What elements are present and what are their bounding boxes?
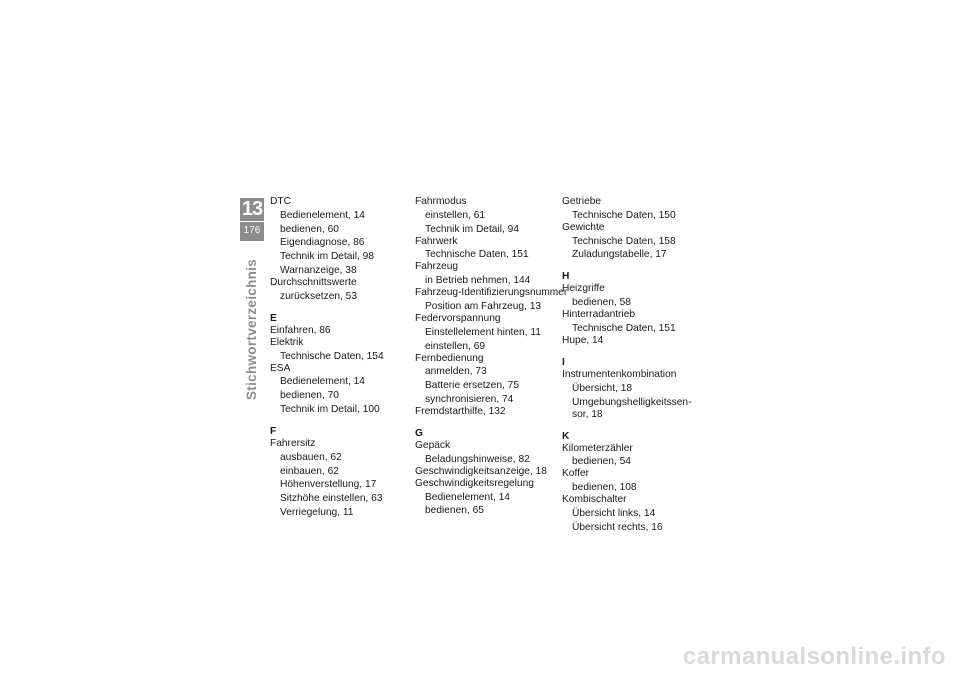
index-subentry: Technische Daten, 150 — [572, 209, 676, 221]
page-number: 176 — [243, 225, 261, 236]
index-subentry: sor, 18 — [572, 408, 603, 420]
index-subentry: einbauen, 62 — [280, 465, 339, 477]
index-subentry: Umgebungshelligkeitssen- — [572, 396, 692, 408]
index-entry — [270, 438, 410, 519]
index-column-1 — [270, 196, 410, 519]
index-term: Durchschnittswerte — [270, 276, 357, 288]
index-entry — [270, 277, 410, 303]
index-term: Instrumentenkombination — [562, 368, 677, 380]
watermark: carmanualsonline.info — [682, 643, 946, 670]
index-subentry: Bedienelement, 14 — [425, 491, 510, 503]
index-term: Kombischalter — [562, 494, 627, 506]
index-term: Fahrersitz — [270, 437, 316, 449]
index-subentry: Bedienelement, 14 — [280, 209, 365, 221]
index-entry — [415, 261, 557, 287]
index-entry — [415, 466, 557, 478]
index-entry — [415, 236, 557, 262]
index-subentry: Verriegelung, 11 — [280, 506, 354, 518]
index-term: ESA — [270, 362, 291, 374]
index-entry — [270, 196, 410, 277]
index-subentry: Batterie ersetzen, 75 — [425, 380, 520, 392]
index-subentry: bedienen, 58 — [572, 297, 631, 309]
index-entry — [415, 440, 557, 466]
index-entry — [562, 222, 702, 262]
index-term: Gewichte — [562, 221, 605, 233]
index-subentry: Einstellelement hinten, 11 — [425, 326, 541, 338]
index-subentry: Technik im Detail, 100 — [280, 403, 380, 415]
index-entry — [415, 196, 557, 236]
index-entry — [415, 353, 557, 406]
chapter-number: 13 — [241, 198, 263, 220]
index-entry — [270, 363, 410, 416]
index-entry — [270, 337, 410, 363]
index-subentry: Position am Fahrzeug, 13 — [425, 300, 542, 312]
index-subentry: ausbauen, 62 — [280, 451, 342, 463]
index-entry — [415, 478, 557, 518]
index-letter: I — [562, 356, 565, 368]
index-subentry: bedienen, 54 — [572, 456, 631, 468]
index-subentry: in Betrieb nehmen, 144 — [425, 275, 531, 287]
index-subentry: Bedienelement, 14 — [280, 376, 365, 388]
index-term: Koffer — [562, 468, 589, 480]
index-entry — [562, 283, 702, 309]
index-subentry: Beladungshinweise, 82 — [425, 453, 530, 465]
index-subentry: zurücksetzen, 53 — [280, 290, 358, 302]
index-entry — [415, 313, 557, 353]
index-subentry: Technik im Detail, 94 — [425, 223, 519, 235]
index-term: Einfahren, 86 — [270, 324, 331, 336]
chapter-divider — [240, 221, 264, 222]
index-letter: F — [270, 425, 277, 437]
index-subentry: Technische Daten, 151 — [425, 249, 529, 261]
index-subentry: Technik im Detail, 98 — [280, 251, 374, 263]
index-subentry: Zuladungstabelle, 17 — [572, 249, 667, 261]
index-entry — [415, 406, 557, 418]
index-entry — [562, 494, 702, 534]
index-entry — [562, 309, 702, 335]
index-subentry: Technische Daten, 158 — [572, 235, 676, 247]
index-term: Fahrzeug — [415, 261, 459, 273]
index-term: Fahrmodus — [415, 196, 467, 207]
index-term: Hinterradantrieb — [562, 309, 636, 321]
index-term: Gepäck — [415, 439, 451, 451]
section-title — [240, 244, 264, 400]
index-term: Heizgriffe — [562, 283, 605, 295]
index-subentry: einstellen, 69 — [425, 340, 486, 352]
index-letter: H — [562, 271, 570, 283]
index-entry — [415, 287, 568, 313]
index-entry — [562, 196, 702, 222]
index-subentry: Sitzhöhe einstellen, 63 — [280, 493, 383, 505]
index-entry — [270, 325, 410, 337]
index-subentry: bedienen, 70 — [280, 390, 339, 402]
index-subentry: einstellen, 61 — [425, 209, 486, 221]
index-term: Fernbedienung — [415, 352, 484, 364]
index-subentry: Eigendiagnose, 86 — [280, 237, 365, 249]
index-entry — [562, 369, 702, 421]
index-term: Geschwindigkeitsregelung — [415, 477, 534, 489]
index-term: Fahrzeug-Identifizierungsnummer — [415, 287, 568, 299]
index-letter: K — [562, 430, 570, 442]
index-subentry: Technische Daten, 151 — [572, 322, 676, 334]
index-term: Getriebe — [562, 196, 602, 207]
index-subentry: Übersicht rechts, 16 — [572, 521, 663, 533]
index-subentry: Technische Daten, 154 — [280, 350, 384, 362]
index-term: Hupe, 14 — [562, 334, 604, 346]
index-term: Geschwindigkeitsanzeige, 18 — [415, 465, 547, 477]
index-subentry: anmelden, 73 — [425, 366, 487, 378]
index-letter: G — [415, 427, 423, 439]
index-subentry: Warnanzeige, 38 — [280, 264, 357, 276]
index-term: Fahrwerk — [415, 235, 458, 247]
index-entry — [562, 443, 702, 469]
index-subentry: bedienen, 65 — [425, 505, 484, 517]
index-term: Fremdstarthilfe, 132 — [415, 405, 506, 417]
index-term: DTC — [270, 196, 291, 207]
index-entry — [562, 468, 702, 494]
index-term: Elektrik — [270, 336, 304, 348]
index-letter: E — [270, 312, 277, 324]
index-column-3 — [562, 196, 702, 534]
index-subentry: Höhenverstellung, 17 — [280, 479, 377, 491]
index-column-2 — [415, 196, 568, 517]
index-term: Kilometerzähler — [562, 442, 633, 454]
index-subentry: Übersicht, 18 — [572, 382, 633, 394]
index-subentry: synchronisieren, 74 — [425, 393, 514, 405]
index-subentry: Übersicht links, 14 — [572, 507, 656, 519]
index-term: Federvorspannung — [415, 312, 501, 324]
index-entry — [562, 335, 702, 347]
index-subentry: bedienen, 60 — [280, 223, 339, 235]
index-subentry: bedienen, 108 — [572, 482, 637, 494]
section-title-text: Stichwortverzeichnis — [244, 258, 259, 400]
